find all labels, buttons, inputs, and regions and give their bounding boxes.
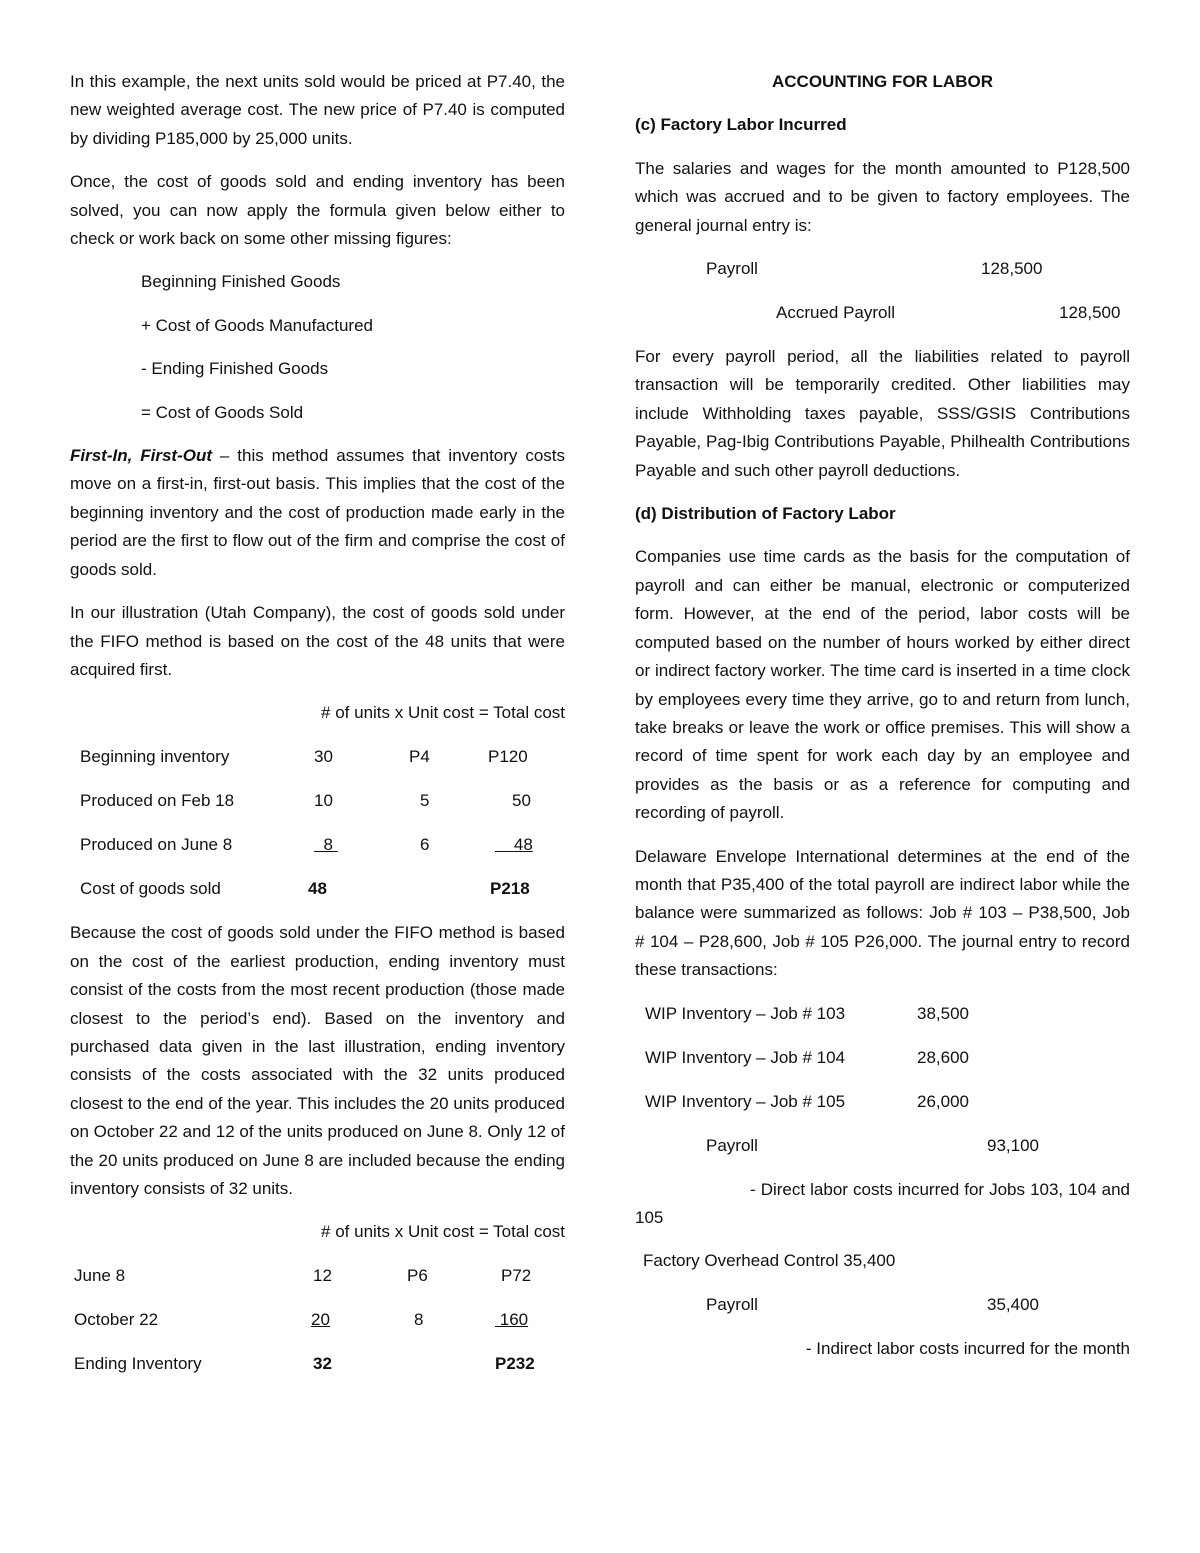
table-row — [70, 831, 565, 875]
paragraph-utah-illustration: In our illustration (Utah Company), the cost of goods sold under the FIFO method is based on the cost of the 48 units that were acquired first. — [70, 603, 565, 679]
row-total: P72 — [501, 1266, 532, 1286]
debit-amount: 128,500 — [981, 259, 1043, 279]
debit-amount: 26,000 — [917, 1091, 969, 1111]
paragraph-fifo-definition — [70, 442, 565, 584]
table-row — [70, 1262, 565, 1306]
row-unit-cost: 5 — [420, 791, 430, 811]
row-label: Beginning inventory — [80, 747, 230, 767]
journal-credit-line — [635, 299, 1130, 343]
journal-credit-line — [635, 1291, 1130, 1335]
row-total-value: 160 — [499, 1310, 529, 1330]
table-total-row — [70, 1350, 565, 1394]
row-total — [495, 1306, 528, 1334]
journal-debit-line — [635, 1088, 1130, 1132]
credit-amount: 93,100 — [987, 1135, 1039, 1155]
formula-line: Beginning Finished Goods — [141, 272, 341, 292]
table2-header: # of units x Unit cost = Total cost — [321, 1222, 565, 1242]
row-units-value: 8 — [323, 835, 333, 855]
formula-line: = Cost of Goods Sold — [141, 402, 304, 422]
debit-account: WIP Inventory – Job # 104 — [645, 1047, 846, 1067]
row-units: 30 — [314, 747, 333, 767]
row-label: Cost of goods sold — [80, 879, 221, 899]
row-units: 12 — [313, 1266, 332, 1286]
paragraph-labor-incurred: The salaries and wages for the month amounted to P128,500 which was accrued and to be given to factory employees. The general journal entry is: — [635, 158, 1130, 235]
credit-account: Payroll — [706, 1295, 758, 1315]
row-label: June 8 — [74, 1266, 126, 1286]
row-units — [314, 831, 338, 859]
paragraph-time-cards: Companies use time cards as the basis for the computation of payroll and can either be manual, electronic or computerized form. However, at the end of the period, labor costs will be computed based on the number of hours worked by either direct or indirect factory worker. The time card is inserted in a time clock by employees every time they arrive, go to and return from lunch, take breaks or leave the work or office premises. This will show a record of time spent for work each day by an employee and provides as the basis or as a reference for computing and recording of payroll. — [635, 547, 1130, 823]
row-total-value: 48 — [513, 835, 533, 855]
row-label: Produced on Feb 18 — [80, 791, 235, 811]
row-total: 50 — [512, 791, 531, 811]
row-total: P218 — [490, 879, 530, 899]
paragraph-formula-intro: Once, the cost of goods sold and ending inventory has been solved, you can now apply the formula given below either to check or work back on some other missing figures: — [70, 172, 565, 249]
debit-account: WIP Inventory – Job # 105 — [645, 1091, 846, 1111]
table-row — [70, 743, 565, 787]
left-column — [70, 68, 565, 1394]
credit-amount: 35,400 — [987, 1295, 1039, 1315]
section-title: ACCOUNTING FOR LABOR — [772, 72, 993, 91]
journal-debit-line — [635, 1044, 1130, 1088]
debit-amount: 28,600 — [917, 1047, 969, 1067]
formula-line: + Cost of Goods Manufactured — [141, 315, 373, 335]
debit-account: Factory Overhead Control 35,400 — [643, 1251, 896, 1271]
row-total — [495, 831, 533, 859]
credit-account: Payroll — [706, 1135, 758, 1155]
journal-credit-line — [635, 1132, 1130, 1176]
paragraph-ending-inventory: Because the cost of goods sold under the FIFO method is based on the cost of the earliest production, ending inventory must consist of the costs from the most recent production (those made closest to the period’s end). Based on the inventory and purchased data given in the last illustration, ending inventory consists of the costs associated with the 32 units produced closest to the end of the year. This includes the 20 units produced on October 22 and 12 of the units produced on June 8. Only 12 of the 20 units produced on June 8 are included because the ending inventory consists of 32 units. — [70, 923, 565, 1198]
journal-debit-line — [635, 1000, 1130, 1044]
row-unit-cost: P4 — [409, 747, 430, 767]
subsection-heading-d: (d) Distribution of Factory Labor — [635, 504, 896, 524]
row-label: October 22 — [74, 1310, 159, 1330]
journal-debit-line — [635, 255, 1130, 299]
row-total: P120 — [488, 747, 528, 767]
credit-amount: 128,500 — [1059, 303, 1121, 323]
table2-ending-inventory — [70, 1262, 565, 1394]
row-unit-cost: P6 — [407, 1266, 428, 1286]
row-label: Ending Inventory — [74, 1354, 202, 1374]
debit-account: WIP Inventory – Job # 103 — [645, 1003, 846, 1023]
table1-cogs — [70, 743, 565, 919]
fifo-term: First-In, First-Out — [70, 446, 213, 466]
debit-amount: 38,500 — [917, 1003, 969, 1023]
table-total-row — [70, 875, 565, 919]
subsection-heading-c: (c) Factory Labor Incurred — [635, 115, 847, 135]
table-row — [70, 1306, 565, 1350]
row-units: 32 — [313, 1354, 332, 1374]
row-unit-cost: 8 — [414, 1310, 424, 1330]
explanation-text: - Indirect labor costs incurred for the month — [805, 1339, 1130, 1359]
formula-line: - Ending Finished Goods — [141, 359, 329, 379]
row-unit-cost: 6 — [420, 835, 430, 855]
journal-explanation — [635, 1335, 1130, 1363]
row-total: P232 — [495, 1354, 535, 1374]
journal-explanation — [635, 1176, 1130, 1233]
paragraph-weighted-average: In this example, the next units sold would be priced at P7.40, the new weighted average cost. The new price of P7.40 is computed by dividing P185,000 by 25,000 units. — [70, 72, 565, 148]
row-units: 10 — [314, 791, 333, 811]
table1-header: # of units x Unit cost = Total cost — [321, 703, 565, 723]
row-label: Produced on June 8 — [80, 835, 233, 855]
credit-account: Accrued Payroll — [776, 303, 896, 323]
table-row — [70, 787, 565, 831]
debit-account: Payroll — [706, 259, 758, 279]
right-column — [635, 68, 1130, 1379]
paragraph-delaware: Delaware Envelope International determines at the end of the month that P35,400 of the total payroll are indirect labor while the balance were summarized as follows: Job # 103 – P38,500, Job # 104 – P28,600, Job # 105 P26,000. The journal entry to record these transactions: — [635, 846, 1130, 980]
fifo-definition-text: – this method assumes that inventory costs move on a first-in, first-out basis. This implies that the cost of the beginning inventory and the cost of production made early in the period are the first to flow out of the firm and comprise the cost of goods sold. — [70, 446, 565, 579]
row-units: 48 — [308, 879, 327, 899]
explanation-text: - Direct labor costs incurred for Jobs 103, 104 and 105 — [635, 1179, 1130, 1227]
journal-debit-line — [635, 1247, 1130, 1291]
paragraph-payroll-liabilities: For every payroll period, all the liabilities related to payroll transaction will be temporarily credited. Other liabilities may include Withholding taxes payable, SSS/GSIS Contributions Payable, Pag-Ibig Contributions Payable, Philhealth Contributions Payable and such other payroll deductions. — [635, 347, 1130, 480]
row-units: 20 — [311, 1310, 330, 1330]
